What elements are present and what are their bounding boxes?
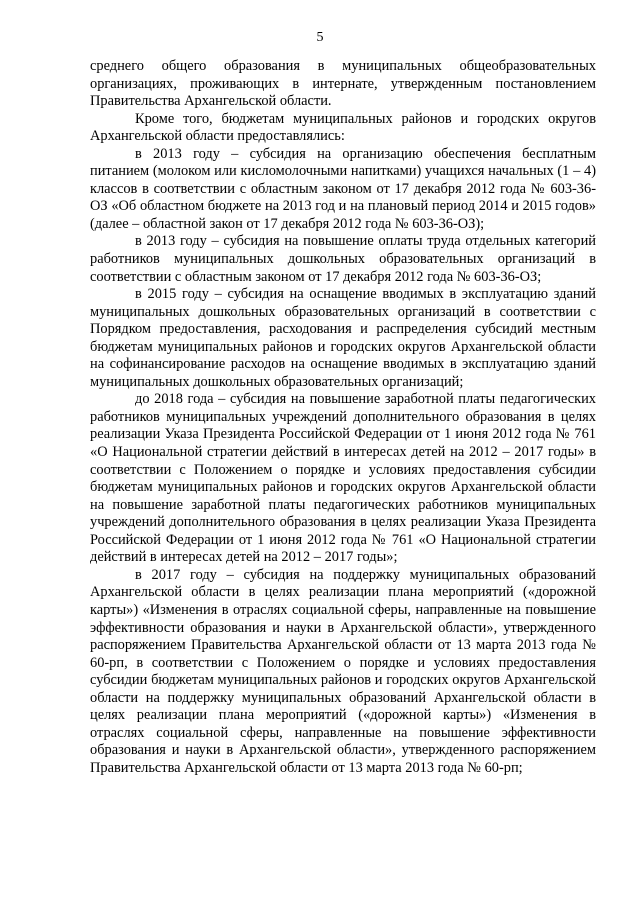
paragraph-subsidy-until-2018: до 2018 года – субсидия на повышение заработной платы педагогических работников муниципальных учреждений дополнительного образования в целях реализации Указа Президента Российской Федерации от 1 июня 2012 года № 761 «О Национальной стратегии действий в интересах детей на 2012 – 2017 годы» в соответствии с Положением о порядке и условиях предоставления субсидии бюджетам муниципальных районов и городских округов Архангельской области на повышение заработной платы педагогических работников муниципальных учреждений дополнительного образования в целях реализации Указа Президента Российской Федерации от 1 июня 2012 года № 761 «О Национальной стратегии действий в интересах детей на 2012 – 2017 годы»; xyxy=(90,391,596,566)
paragraph-subsidy-2013-meals: в 2013 году – субсидия на организацию обеспечения бесплатным питанием (молоком или кисломолочными напитками) учащихся начальных (1 – 4) классов в соответствии с областным законом от 17 декабря 2012 года № 603-36-ОЗ «Об областном бюджете на 2013 год и на плановый период 2014 и 2015 годов» (далее – областной закон от 17 декабря 2012 года № 603-36-ОЗ); xyxy=(90,145,596,232)
paragraph-subsidies-intro: Кроме того, бюджетам муниципальных районов и городских округов Архангельской области предоставлялись: xyxy=(90,110,596,145)
paragraph-subsidy-2013-salaries: в 2013 году – субсидия на повышение оплаты труда отдельных категорий работников муниципальных дошкольных образовательных организаций в соответствии с областным законом от 17 декабря 2012 года № 603-36-ОЗ; xyxy=(90,233,596,285)
paragraph-intro-continuation: среднего общего образования в муниципальных общеобразовательных организациях, проживающих в интернате, утвержденным постановлением Правительства Архангельской области. xyxy=(90,58,596,110)
document-body xyxy=(90,58,596,777)
page-number: 5 xyxy=(316,30,324,45)
paragraph-subsidy-2017-roadmap: в 2017 году – субсидия на поддержку муниципальных образований Архангельской области в целях реализации плана мероприятий («дорожной карты») «Изменения в отраслях социальной сферы, направленные на повышение эффективности образования и науки в Архангельской области», утвержденного распоряжением Правительства Архангельской области от 13 марта 2013 года № 60-рп, в соответствии с Положением о порядке и условиях предоставления субсидии бюджетам муниципальных районов и городских округов Архангельской области на поддержку муниципальных образований Архангельской области в целях реализации плана мероприятий («дорожной карты») «Изменения в отраслях социальной сферы, направленные на повышение эффективности образования и науки в Архангельской области», утвержденного распоряжением Правительства Архангельской области от 13 марта 2013 года № 60-рп; xyxy=(90,566,596,776)
paragraph-subsidy-2015-equipment: в 2015 году – субсидия на оснащение вводимых в эксплуатацию зданий муниципальных дошкольных образовательных организаций в соответствии с Порядком предоставления, расходования и распределения субсидий местным бюджетам муниципальных районов и городских округов Архангельской области на софинансирование расходов на оснащение вводимых в эксплуатацию зданий муниципальных дошкольных образовательных организаций; xyxy=(90,286,596,390)
